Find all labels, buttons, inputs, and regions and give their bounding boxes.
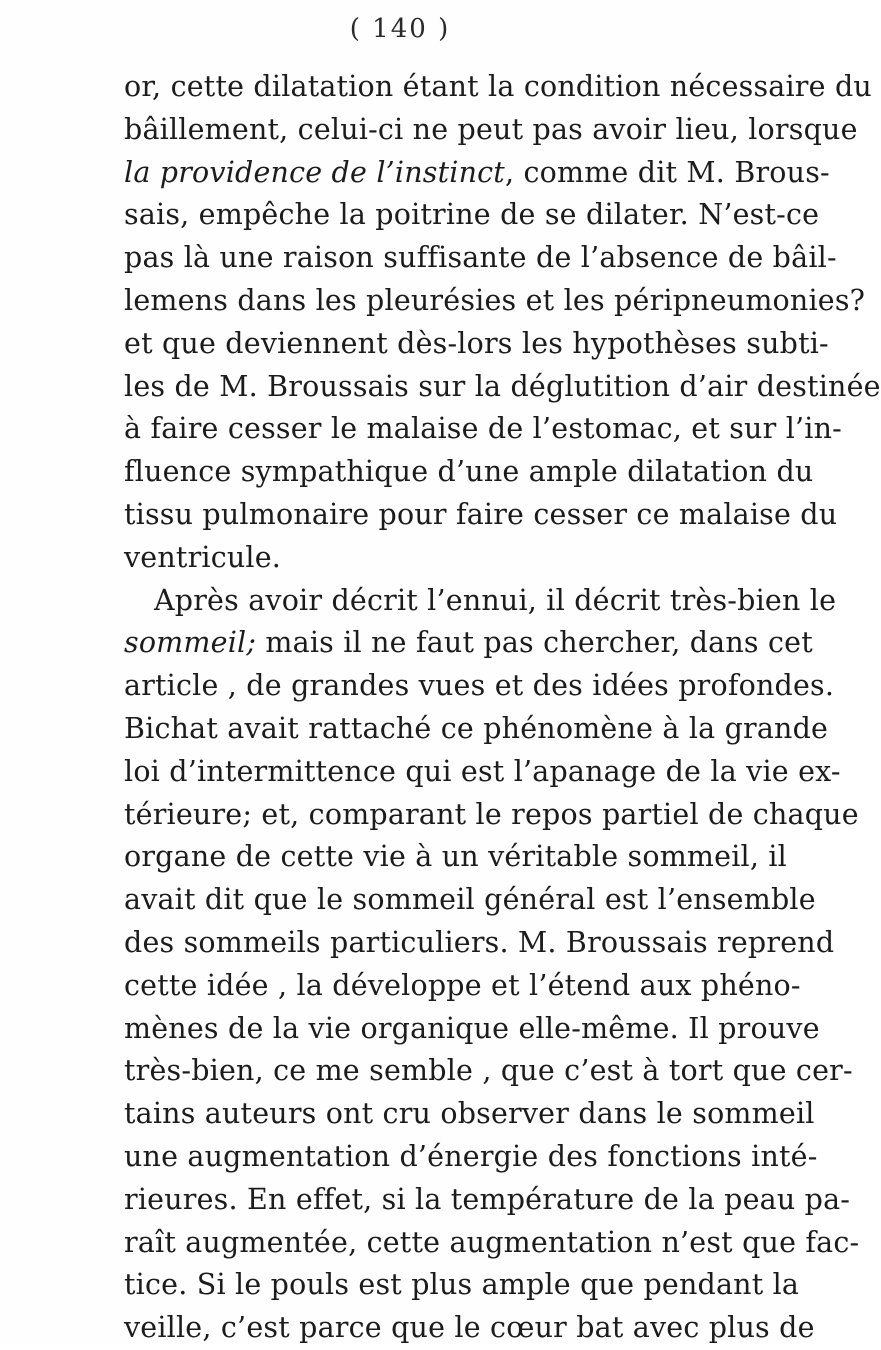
text-line: les de M. Broussais sur la déglutition d’air destinée (124, 369, 881, 403)
text-line: organe de cette vie à un véritable sommeil, il (124, 840, 788, 874)
text-line: fluence sympathique d’une ample dilatation du (124, 455, 814, 489)
text-line: loi d’intermittence qui est l’apanage de la vie ex- (124, 754, 841, 788)
text-line: tains auteurs ont cru observer dans le sommeil (124, 1097, 815, 1131)
text-line (124, 152, 830, 195)
text-line: Après avoir décrit l’ennui, il décrit très-bien le (154, 583, 837, 617)
text-line: très-bien, ce me semble , que c’est à tort que cer- (124, 1054, 853, 1088)
text-line: une augmentation d’énergie des fonctions inté- (124, 1139, 818, 1173)
text-line: Bichat avait rattaché ce phénomène à la grande (124, 711, 829, 745)
text-line: tissu pulmonaire pour faire cesser ce malaise du (124, 497, 838, 531)
text-segment: mais il ne faut pas chercher, dans cet (256, 626, 813, 660)
text-line: cette idée , la développe et l’étend aux phéno- (124, 968, 801, 1002)
text-line: veille, c’est parce que le cœur bat avec plus de (124, 1311, 815, 1345)
text-line: avait dit que le sommeil général est l’ensemble (124, 883, 816, 917)
body-text (124, 66, 881, 1350)
text-line: mènes de la vie organique elle-même. Il prouve (124, 1011, 820, 1045)
text-line: pas là une raison suffisante de l’absence de bâil- (124, 241, 837, 275)
text-line: or, cette dilatation étant la condition nécessaire du (124, 70, 872, 103)
text-line: des sommeils particuliers. M. Broussais reprend (124, 925, 835, 959)
text-line: térieure; et, comparant le repos partiel de chaque (124, 797, 859, 831)
text-line (124, 622, 813, 665)
italic-phrase: sommeil; (124, 626, 257, 660)
text-line: à faire cesser le malaise de l’estomac, et sur l’in- (124, 412, 842, 446)
text-line: bâillement, celui-ci ne peut pas avoir lieu, lorsque (124, 112, 858, 146)
text-line: ventricule. (124, 540, 282, 574)
page-number: ( 140 ) (349, 14, 451, 44)
text-line: rieures. En effet, si la température de la peau pa- (124, 1182, 851, 1216)
text-line: tice. Si le pouls est plus ample que pendant la (124, 1268, 800, 1302)
text-segment: , comme dit M. Brous- (504, 155, 830, 189)
text-line: lemens dans les pleurésies et les péripneumonies? (124, 283, 866, 317)
text-line: raît augmentée, cette augmentation n’est que fac- (124, 1225, 860, 1259)
italic-phrase: la providence de l’instinct (124, 155, 505, 189)
text-line: sais, empêche la poitrine de se dilater. N’est-ce (124, 198, 820, 232)
text-line: article , de grandes vues et des idées profondes. (124, 669, 835, 703)
text-line: et que deviennent dès-lors les hypothèses subti- (124, 326, 829, 360)
